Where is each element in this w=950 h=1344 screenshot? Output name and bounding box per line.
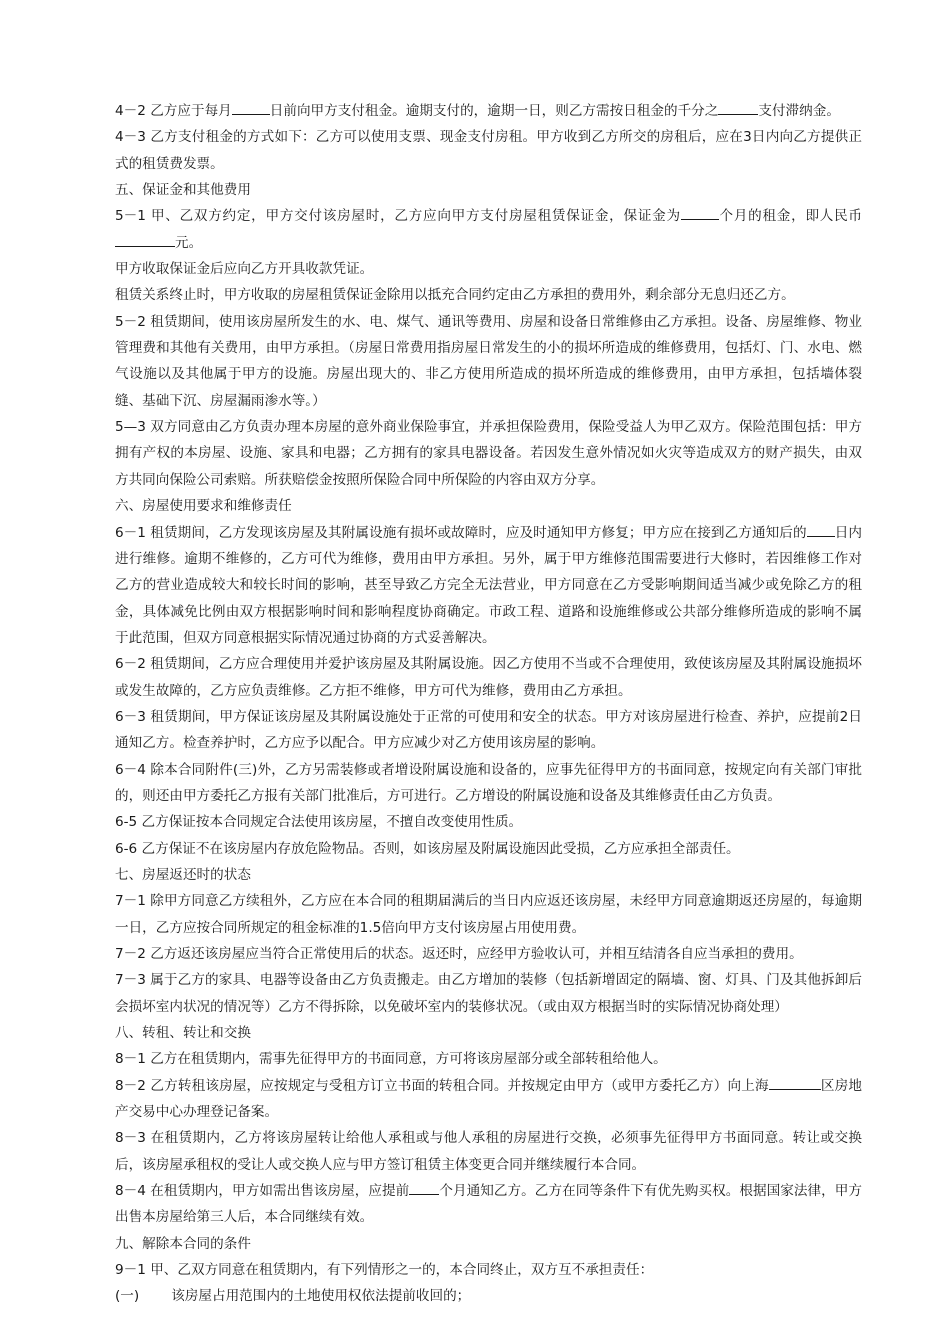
paragraph-p-9-1 <box>115 1257 862 1283</box>
text-run: 日前向甲方支付租金。逾期支付的，逾期一日，则乙方需按日租金的千分之 <box>269 103 719 119</box>
fill-in-blank[interactable] <box>769 1073 821 1090</box>
text-run: 六、房屋使用要求和维修责任 <box>115 498 292 515</box>
fill-in-blank[interactable] <box>681 203 719 220</box>
text-run: 九、解除本合同的条件 <box>115 1235 251 1252</box>
text-run: 6－2 租赁期间，乙方应合理使用并爱护该房屋及其附属设施。因乙方使用不当或不合理使用，致使该房屋及其附属设施损坏或发生故障的，乙方应负责维修。乙方拒不维修，甲方可代为维修，费用由乙方承担。 <box>115 656 862 699</box>
fill-in-blank[interactable] <box>115 230 175 247</box>
paragraph-p-8-3 <box>115 1125 862 1178</box>
text-run: (一) <box>115 1288 140 1305</box>
text-run: 租赁关系终止时，甲方收取的房屋租赁保证金除用以抵充合同约定由乙方承担的费用外，剩余部分无息归还乙方。 <box>115 287 795 304</box>
fill-in-blank[interactable] <box>232 98 270 115</box>
paragraph-p-4-3 <box>115 124 862 177</box>
paragraph-h-7 <box>115 862 862 888</box>
text-run: 7－2 乙方返还该房屋应当符合正常使用后的状态。返还时，应经甲方验收认可，并相互结清各自应当承担的费用。 <box>115 946 803 962</box>
text-run: 七、房屋返还时的状态 <box>115 866 251 883</box>
text-run: 8－1 乙方在租赁期内，需事先征得甲方的书面同意，方可将该房屋部分或全部转租给他人。 <box>115 1051 667 1068</box>
paragraph-h-9 <box>115 1231 862 1257</box>
paragraph-p-4-2 <box>115 98 862 124</box>
paragraph-p-6-1 <box>115 520 862 652</box>
paragraph-h-5 <box>115 177 862 203</box>
paragraph-p-5-1b <box>115 256 862 282</box>
fill-in-blank[interactable] <box>409 1178 439 1195</box>
text-run: 6－3 租赁期间，甲方保证该房屋及其附属设施处于正常的可使用和安全的状态。甲方对该房屋进行检查、养护，应提前2日通知乙方。检查养护时，乙方应予以配合。甲方应减少对乙方使用该房屋的影响。 <box>115 708 862 752</box>
paragraph-p-5-1 <box>115 203 862 256</box>
text-run: 4－3 乙方支付租金的方式如下：乙方可以使用支票、现金支付房租。甲方收到乙方所交的房租后，应在3日内向乙方提供正式的租赁费发票。 <box>115 129 862 172</box>
text-run: 6-6 乙方保证不在该房屋内存放危险物品。否则，如该房屋及附属设施因此受损，乙方应承担全部责任。 <box>115 840 740 857</box>
paragraph-p-8-4 <box>115 1178 862 1231</box>
text-run: 该房屋占用范围内的土地使用权依法提前收回的； <box>171 1288 471 1305</box>
text-run: 7－3 属于乙方的家具、电器等设备由乙方负责搬走。由乙方增加的装修（包括新增固定的隔墙、窗、灯具、门及其他拆卸后会损坏室内状况的情况等）乙方不得拆除，以免破坏室内的装修状况。（或由双方根据当时的实际情况协商处理） <box>115 972 862 1015</box>
text-run: 4－2 乙方应于每月 <box>115 103 232 119</box>
text-run: 区房地产交易中心办理登记备案。 <box>115 1077 862 1121</box>
text-run: 5—3 双方同意由乙方负责办理本房屋的意外商业保险事宜，并承担保险费用，保险受益人为甲乙双方。保险范围包括：甲方拥有产权的本房屋、设施、家具和电器；乙方拥有的家具电器设备。若因发生意外情况如火灾等造成双方的财产损失，由双方共同向保险公司索赔。所获赔偿金按照所保险合同中所保险的内容由双方分享。 <box>115 419 862 488</box>
paragraph-p-7-2 <box>115 941 862 967</box>
paragraph-p-5-1c <box>115 282 862 308</box>
text-run: 甲方收取保证金后应向乙方开具收款凭证。 <box>115 261 374 278</box>
text-run: 6－4 除本合同附件(三)外，乙方另需装修或者增设附属设施和设备的，应事先征得甲方的书面同意，按规定向有关部门审批的，则还由甲方委托乙方报有关部门批准后，方可进行。乙方增设的附属设施和设备及其维修责任由乙方负责。 <box>115 761 862 804</box>
paragraph-p-7-3 <box>115 967 862 1020</box>
fill-in-blank[interactable] <box>807 520 835 537</box>
paragraph-p-6-4 <box>115 757 862 810</box>
paragraph-p-6-3 <box>115 704 862 757</box>
text-run: 八、转租、转让和交换 <box>115 1025 251 1042</box>
paragraph-p-5-2 <box>115 309 862 414</box>
text-run: 8－4 在租赁期内，甲方如需出售该房屋，应提前 <box>115 1183 410 1200</box>
paragraph-p-8-1 <box>115 1046 862 1072</box>
paragraph-p-6-2 <box>115 651 862 704</box>
paragraph-h-8 <box>115 1020 862 1046</box>
text-run: 5－1 甲、乙双方约定，甲方交付该房屋时，乙方应向甲方支付房屋租赁保证金，保证金为 <box>115 208 681 225</box>
text-run: 5－2 租赁期间，使用该房屋所发生的水、电、煤气、通讯等费用、房屋和设备日常维修由乙方承担。设备、房屋维修、物业管理费和其他有关费用，由甲方承担。（房屋日常费用指房屋日常发生的小的损坏所造成的维修费用，包括灯、门、水电、燃气设施以及其他属于甲方的设施。房屋出现大的、非乙方使用所造成的损坏所造成的维修费用，由甲方承担，包括墙体裂缝、基础下沉、房屋漏雨渗水等。） <box>115 313 862 409</box>
fill-in-blank[interactable] <box>718 98 758 115</box>
paragraph-h-6 <box>115 493 862 519</box>
text-run: 日内进行维修。逾期不维修的，乙方可代为维修，费用由甲方承担。另外，属于甲方维修范围需要进行大修时，若因维修工作对乙方的营业造成较大和较长时间的影响，甚至导致乙方完全无法营业，甲方同意在乙方受影响期间适当减少或免除乙方的租金，具体减免比例由双方根据影响时间和影响程度协商确定。市政工程、道路和设施维修或公共部分维修所造成的影响不属于此范围，但双方同意根据实际情况通过协商的方式妥善解决。 <box>115 524 863 646</box>
text-run: 9－1 甲、乙双方同意在租赁期内，有下列情形之一的，本合同终止，双方互不承担责任： <box>115 1262 654 1279</box>
text-run: 个月的租金，即人民币 <box>718 208 862 225</box>
text-run: 五、保证金和其他费用 <box>115 182 251 199</box>
text-run: 8－2 乙方转租该房屋，应按规定与受租方订立书面的转租合同。并按规定由甲方（或甲方委托乙方）向上海 <box>115 1077 769 1094</box>
text-run: 6－1 租赁期间，乙方发现该房屋及其附属设施有损坏或故障时，应及时通知甲方修复；甲方应在接到乙方通知后的 <box>115 524 807 541</box>
paragraph-p-6-5 <box>115 809 862 835</box>
paragraph-p-7-1 <box>115 888 862 941</box>
paragraph-p-9-1-1 <box>115 1283 862 1309</box>
text-run: 元。 <box>175 234 203 251</box>
document-page <box>115 98 862 1310</box>
text-run: 8－3 在租赁期内，乙方将该房屋转让给他人承租或与他人承租的房屋进行交换，必须事先征得甲方书面同意。转让或交换后，该房屋承租权的受让人或交换人应与甲方签订租赁主体变更合同并继续履行本合同。 <box>115 1130 862 1173</box>
paragraph-p-5-3 <box>115 414 862 493</box>
text-run: 7－1 除甲方同意乙方续租外，乙方应在本合同的租期届满后的当日内应返还该房屋，未经甲方同意逾期返还房屋的，每逾期一日，乙方应按合同所规定的租金标准的1.5倍向甲方支付该房屋占用使用费。 <box>115 893 862 936</box>
paragraph-p-6-6 <box>115 836 862 862</box>
text-run: 支付滞纳金。 <box>758 103 840 119</box>
text-run: 个月通知乙方。乙方在同等条件下有优先购买权。根据国家法律，甲方出售本房屋给第三人后，本合同继续有效。 <box>115 1183 863 1226</box>
text-run: 6-5 乙方保证按本合同规定合法使用该房屋，不擅自改变使用性质。 <box>115 814 523 831</box>
paragraph-p-8-2 <box>115 1073 862 1126</box>
